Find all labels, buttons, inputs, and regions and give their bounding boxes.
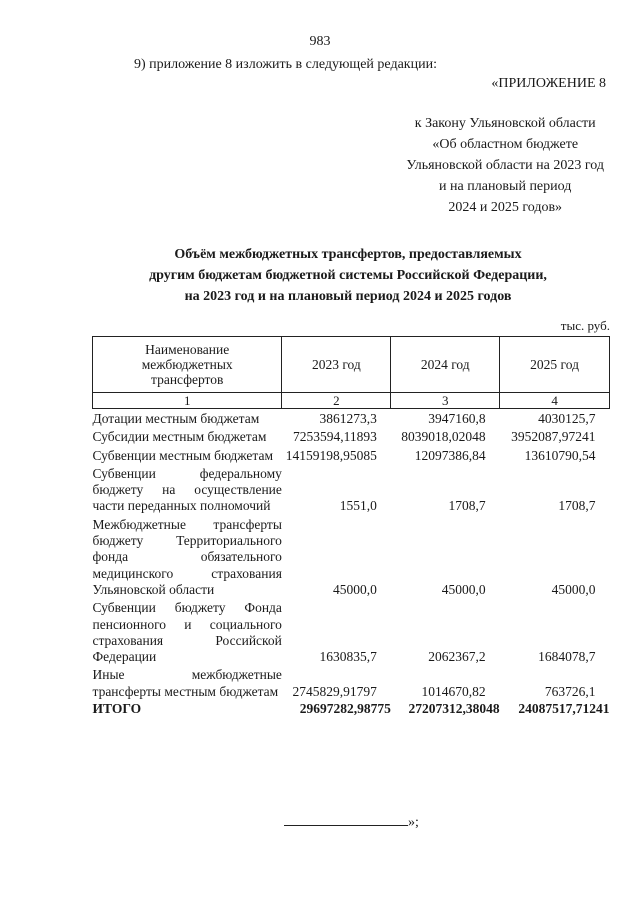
- header-name: Наименование межбюджетных трансфертов: [93, 337, 282, 393]
- header-2025: 2025 год: [500, 337, 610, 393]
- value-2025: 3952087,97241: [511, 429, 596, 445]
- law-line: и на плановый период: [439, 179, 572, 194]
- value-2023: 1630835,7: [319, 649, 377, 665]
- value-2024: 2062367,2: [428, 649, 486, 665]
- units-label: тыс. руб.: [560, 318, 610, 333]
- value-2024: 1014670,82: [421, 683, 486, 699]
- value-2024: 12097386,84: [414, 447, 486, 463]
- value-2025: 763726,1: [544, 683, 596, 699]
- table-row: [93, 446, 610, 464]
- title-line: на 2023 год и на плановый период 2024 и 2025 годов: [184, 289, 512, 304]
- title-line: другим бюджетам бюджетной системы Российской Федерации,: [149, 268, 547, 283]
- row-name: Субвенции бюджету Фонда пенсионного и социального страхования Российской Федерации: [92, 600, 282, 665]
- table-row: [93, 409, 610, 428]
- value-2025: 1684078,7: [538, 649, 596, 665]
- table-row: [93, 464, 610, 515]
- value-2025: 4030125,7: [538, 411, 596, 426]
- appendix-label: «ПРИЛОЖЕНИЕ 8: [491, 76, 606, 91]
- table-row: [93, 427, 610, 445]
- closing-signature-line: [284, 815, 419, 831]
- row-name: Межбюджетные трансферты бюджету Территориального фонда обязательного медицинского страхования Ульяновской области: [92, 516, 282, 597]
- column-number: 4: [500, 393, 610, 409]
- column-number: 3: [391, 393, 500, 409]
- table-row: [93, 665, 610, 700]
- value-2024: 8039018,02048: [401, 429, 486, 445]
- value-2024: 3947160,8: [428, 411, 486, 426]
- column-number: 1: [93, 393, 282, 409]
- row-name: Субвенции местным бюджетам: [92, 447, 274, 463]
- value-2023: 7253594,11893: [292, 429, 377, 445]
- value-2023: 2745829,91797: [292, 683, 377, 699]
- total-row: [93, 700, 610, 717]
- value-2025: 45000,0: [551, 581, 596, 597]
- total-2024: 27207312,38048: [408, 701, 500, 717]
- value-2023: 14159198,95085: [285, 447, 377, 463]
- closing-quote: »;: [408, 815, 419, 830]
- title-line: Объём межбюджетных трансфертов, предоставляемых: [174, 247, 522, 262]
- row-name: Субвенции федеральному бюджету на осуществление части переданных полномочий: [92, 465, 282, 514]
- column-number: 2: [282, 393, 391, 409]
- law-line: к Закону Ульяновской области: [414, 116, 596, 131]
- table-header-row: [93, 337, 610, 393]
- transfers-table: [92, 336, 610, 717]
- value-2023: 45000,0: [332, 581, 377, 597]
- page-number: 983: [309, 34, 331, 49]
- header-2024: 2024 год: [391, 337, 500, 393]
- row-name: Дотации местным бюджетам: [92, 411, 260, 426]
- value-2024: 45000,0: [441, 581, 486, 597]
- law-line: «Об областном бюджете: [432, 137, 579, 152]
- value-2023: 1551,0: [339, 498, 377, 514]
- value-2025: 13610790,54: [524, 447, 596, 463]
- law-line: Ульяновской области на 2023 год: [406, 158, 604, 173]
- row-name: Иные межбюджетные трансферты местным бюджетам: [92, 667, 282, 699]
- value-2024: 1708,7: [448, 498, 486, 514]
- column-number-row: [93, 393, 610, 409]
- total-label: ИТОГО: [92, 701, 142, 717]
- underline-rule: [284, 815, 408, 826]
- total-2025: 24087517,71241: [518, 701, 610, 717]
- document-title: [0, 244, 640, 307]
- law-reference: [406, 113, 604, 218]
- row-name: Субсидии местным бюджетам: [92, 429, 267, 445]
- total-2023: 29697282,98775: [299, 701, 391, 717]
- header-2023: 2023 год: [282, 337, 391, 393]
- table-row: [93, 515, 610, 598]
- amendment-intro: 9) приложение 8 изложить в следующей редакции:: [134, 57, 437, 72]
- law-line: 2024 и 2025 годов»: [448, 200, 563, 215]
- value-2025: 1708,7: [558, 498, 596, 514]
- table-row: [93, 598, 610, 665]
- value-2023: 3861273,3: [319, 411, 377, 426]
